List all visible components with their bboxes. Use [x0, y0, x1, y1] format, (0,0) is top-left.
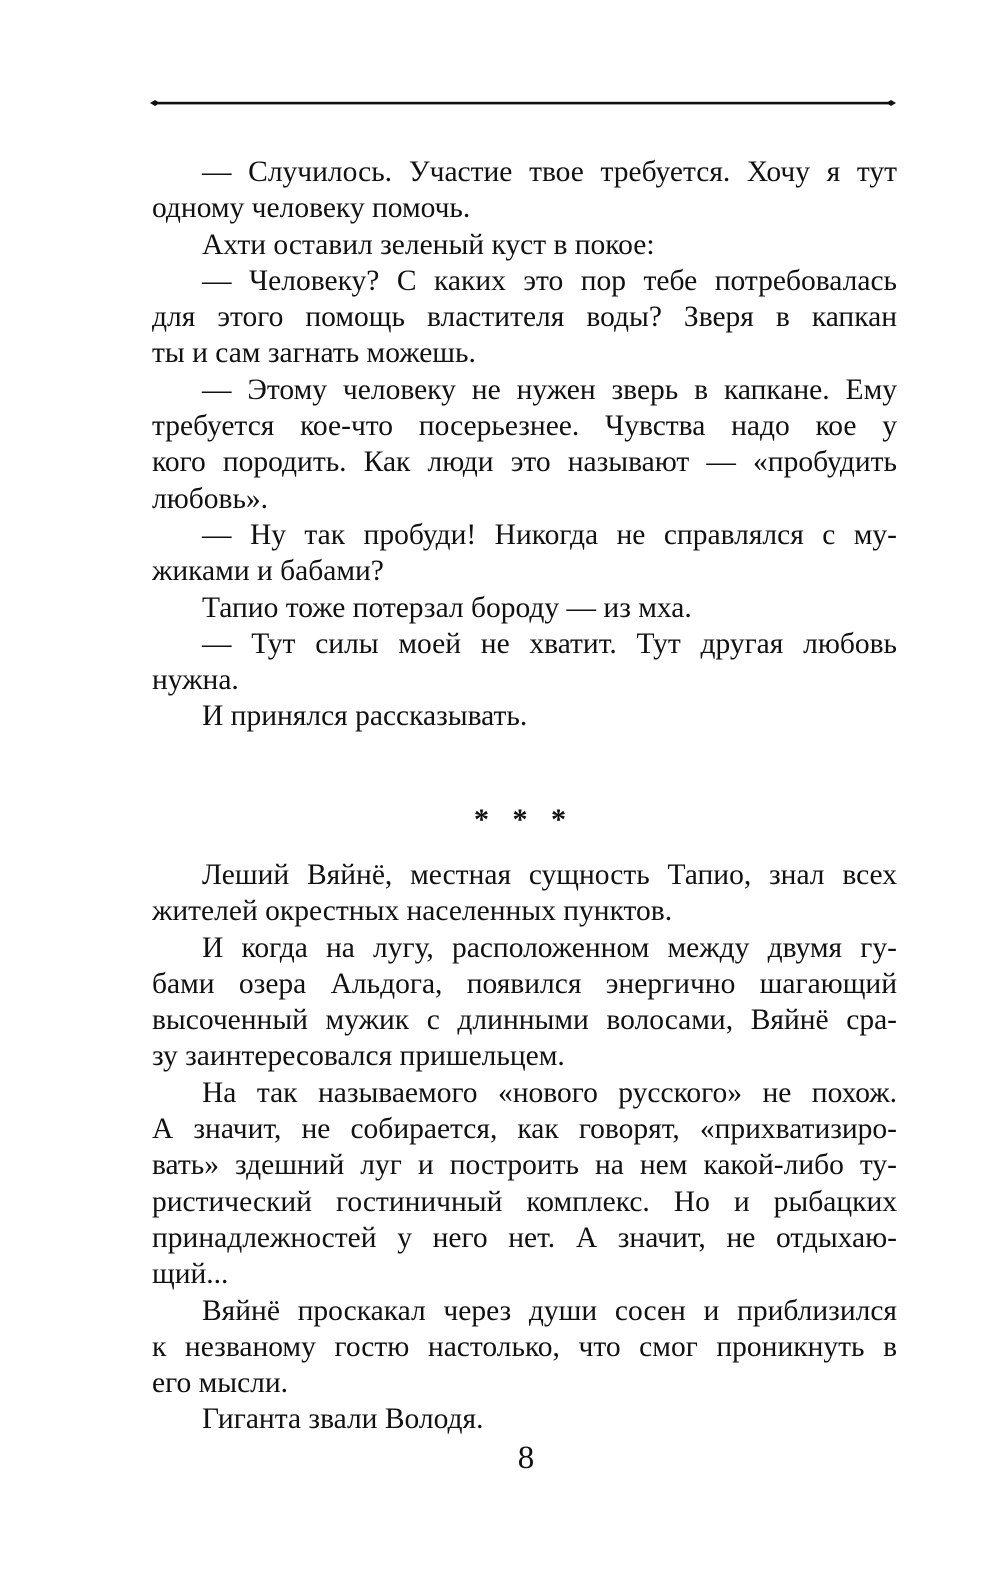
text-line: — Случилось. Участие твое требуется. Хочу я тут	[202, 156, 897, 188]
text-block-1	[152, 154, 897, 735]
text-line: И когда на лугу, расположенном между двумя гу-	[202, 931, 897, 964]
text-line: — Человеку? С каких это пор тебе потребовалась	[202, 264, 897, 297]
header-rule	[150, 100, 896, 106]
text-line: принадлежностей у него нет. А значит, не отдыхаю-	[152, 1221, 897, 1254]
text-line: бами озера Альдога, появился энергично шагающий	[152, 967, 897, 1000]
text-line: к незваному гостю настолько, что смог проникнуть в	[152, 1330, 897, 1363]
text-line: ристический гостиничный комплекс. Но и рыбацких	[152, 1185, 897, 1218]
text-line: требуется кое-что посерьезнее. Чувства надо кое у	[152, 410, 897, 443]
text-line: Леший Вяйнё, местная сущность Тапио, знал всех	[202, 859, 897, 891]
text-line: Ахти оставил зеленый куст в покое:	[202, 228, 655, 261]
text-line: Тапио тоже потерзал бороду — из мха.	[202, 591, 692, 624]
text-line: одному человеку помочь.	[152, 192, 471, 225]
text-line: На так называемого «нового русского» не похож.	[202, 1076, 897, 1109]
text-block-2	[152, 857, 897, 1438]
page-number: 8	[517, 1440, 535, 1476]
text-line: — Этому человеку не нужен зверь в капкане. Ему	[202, 373, 897, 406]
text-line: И принялся рассказывать.	[202, 700, 528, 733]
text-line: нужна.	[152, 664, 239, 697]
text-line: Вяйнё проскакал через души сосен и приблизился	[202, 1294, 897, 1327]
text-line: ты и сам загнать можешь.	[152, 337, 476, 370]
text-line: высоченный мужик с длинными волосами, Вяйнё сра-	[152, 1004, 897, 1037]
text-line: жиками и бабами?	[152, 555, 384, 588]
decorative-rule-icon	[150, 100, 896, 106]
text-line: Гиганта звали Володя.	[202, 1403, 484, 1436]
text-line: зу заинтересовался пришельцем.	[152, 1040, 565, 1073]
text-line: А значит, не собирается, как говорят, «прихватизиро-	[152, 1113, 897, 1146]
text-line: его мысли.	[152, 1367, 289, 1400]
text-line: кого породить. Как люди это называют — «пробудить	[152, 446, 897, 479]
section-separator: * * *	[474, 803, 574, 836]
text-line: — Тут силы моей не хватит. Тут другая любовь	[202, 627, 897, 660]
text-line: жителей окрестных населенных пунктов.	[152, 895, 673, 928]
text-line: для этого помощь властителя воды? Зверя в капкан	[152, 301, 897, 334]
text-line: вать» здешний луг и построить на нем какой-либо ту-	[152, 1149, 897, 1182]
text-line: любовь».	[152, 482, 269, 515]
text-line: щий...	[152, 1258, 229, 1291]
text-line: — Ну так пробуди! Никогда не справлялся с му-	[202, 518, 897, 551]
